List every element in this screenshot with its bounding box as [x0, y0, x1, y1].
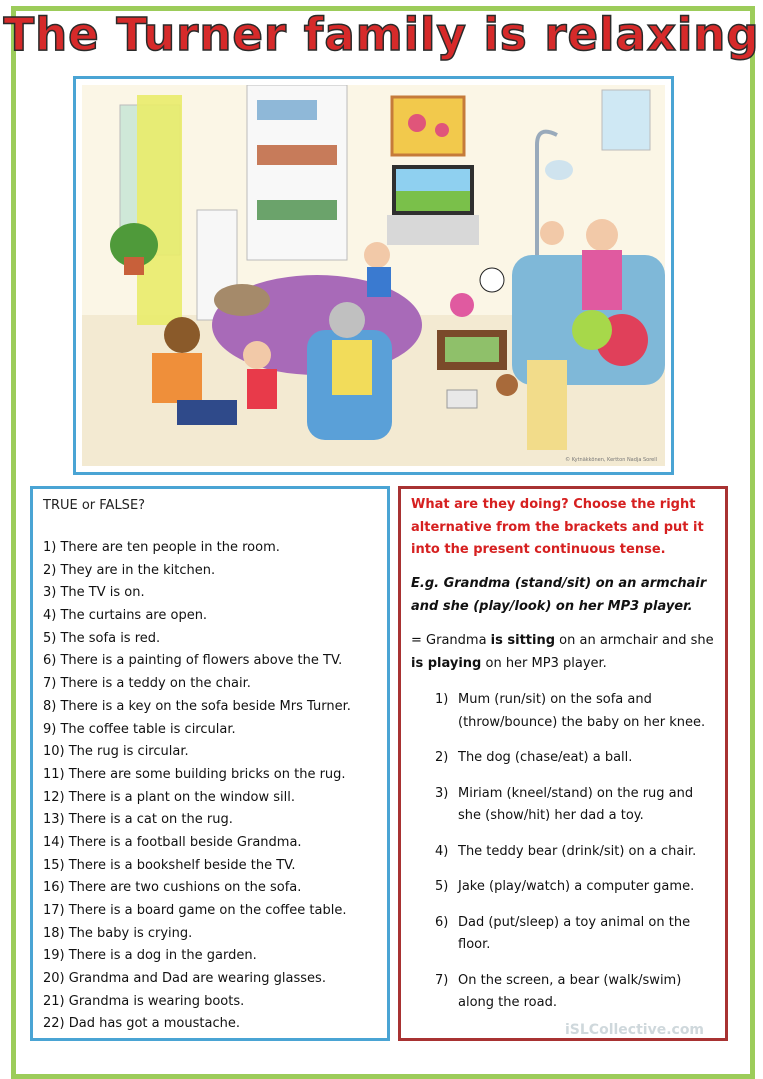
- question-text: Mum (run/sit) on the sofa and (throw/bounce) the baby on her knee.: [458, 692, 706, 730]
- question-text: The dog (chase/eat) a ball.: [458, 750, 633, 765]
- question-item: [411, 912, 717, 957]
- list-item: 7) There is a teddy on the chair.: [43, 676, 251, 692]
- list-item: 3) The TV is on.: [43, 585, 145, 601]
- example-sentence: E.g. Grandma (stand/sit) on an armchair and she (play/look) on her MP3 player.: [411, 576, 707, 614]
- question-item: [411, 970, 717, 1015]
- question-list: [411, 689, 717, 1028]
- list-item: 5) The sofa is red.: [43, 630, 161, 646]
- list-item: 13) There is a cat on the rug.: [43, 812, 233, 828]
- question-number: 6): [435, 914, 449, 930]
- exercise-instructions: What are they doing? Choose the right alternative from the brackets and put it into the present continuous tense.: [411, 497, 704, 557]
- mum-figure: [586, 219, 618, 251]
- list-item: 15) There is a bookshelf beside the TV.: [43, 857, 296, 873]
- tv-stand: [387, 215, 479, 245]
- answer-verb: is playing: [411, 655, 482, 671]
- true-false-heading: TRUE or FALSE?: [43, 498, 146, 513]
- question-item: [411, 689, 717, 734]
- answer-text: on her MP3 player.: [481, 655, 607, 671]
- dog-icon: [214, 284, 270, 316]
- cushion-icon: [572, 310, 612, 350]
- list-item: 19) There is a dog in the garden.: [43, 948, 257, 964]
- watermark: iSLCollective.com: [565, 1022, 705, 1038]
- question-number: 5): [435, 879, 449, 894]
- exercise-box: [398, 486, 728, 1041]
- teddy-icon: [496, 374, 518, 396]
- question-item: [411, 783, 717, 828]
- list-item: 4) The curtains are open.: [43, 608, 208, 624]
- list-item: 14) There is a football beside Grandma.: [43, 834, 302, 850]
- painting-icon: [392, 97, 464, 155]
- question-number: 7): [435, 972, 449, 988]
- grandma-figure: [329, 302, 365, 338]
- living-room-illustration: [82, 85, 665, 466]
- question-text: Miriam (kneel/stand) on the rug and she (show/hit) her dad a toy.: [458, 785, 694, 823]
- list-item: 8) There is a key on the sofa beside Mrs Turner.: [43, 698, 351, 714]
- question-text: Dad (put/sleep) a toy animal on the floor.: [458, 914, 691, 952]
- dad-figure: [164, 317, 200, 353]
- list-item: 22) Dad has got a moustache.: [43, 1016, 240, 1032]
- chair-icon: [527, 360, 567, 450]
- illustration-credit: © Kytnäkkönen, Kertton Nadja Sorell: [565, 457, 657, 463]
- question-number: 4): [435, 843, 449, 859]
- curtain-icon: [137, 95, 182, 325]
- question-number: 1): [435, 692, 449, 707]
- baby-figure: [540, 221, 564, 245]
- list-item: 17) There is a board game on the coffee table.: [43, 903, 347, 918]
- boy-figure: [364, 242, 390, 268]
- book-icon: [447, 390, 477, 408]
- list-item: 2) They are in the kitchen.: [43, 562, 216, 578]
- question-text: The teddy bear (drink/sit) on a chair.: [458, 843, 697, 859]
- list-item: 16) There are two cushions on the sofa.: [43, 880, 302, 896]
- list-item: 9) The coffee table is circular.: [43, 721, 236, 737]
- list-item: 12) There is a plant on the window sill.: [43, 789, 296, 805]
- list-item: 1) There are ten people in the room.: [43, 540, 280, 555]
- answer-verb: is sitting: [490, 633, 556, 648]
- question-item: [411, 876, 717, 899]
- list-item: 21) Grandma is wearing boots.: [43, 993, 245, 1009]
- question-text: Jake (play/watch) a computer game.: [458, 879, 695, 894]
- question-number: 2): [435, 750, 449, 765]
- question-item: [411, 841, 717, 864]
- list-item: 10) The rug is circular.: [43, 744, 189, 760]
- list-item: 6) There is a painting of flowers above the TV.: [43, 653, 343, 669]
- question-item: [411, 747, 717, 770]
- true-false-box: [30, 486, 390, 1041]
- question-text: On the screen, a bear (walk/swim) along the road.: [458, 972, 682, 1010]
- example-answer: [411, 630, 717, 675]
- page-title: The Turner family is relaxing: [3, 8, 760, 61]
- answer-text: on an armchair and she: [555, 633, 714, 648]
- true-false-list: [43, 537, 383, 1036]
- answer-text: = Grandma: [411, 633, 491, 648]
- illustration-frame: [73, 76, 674, 475]
- list-item: 11) There are some building bricks on the rug.: [43, 766, 346, 782]
- question-number: 3): [435, 785, 449, 801]
- football-icon: [480, 268, 504, 292]
- girl-figure: [243, 341, 271, 369]
- list-item: 20) Grandma and Dad are wearing glasses.: [43, 971, 326, 987]
- list-item: 18) The baby is crying.: [43, 925, 193, 941]
